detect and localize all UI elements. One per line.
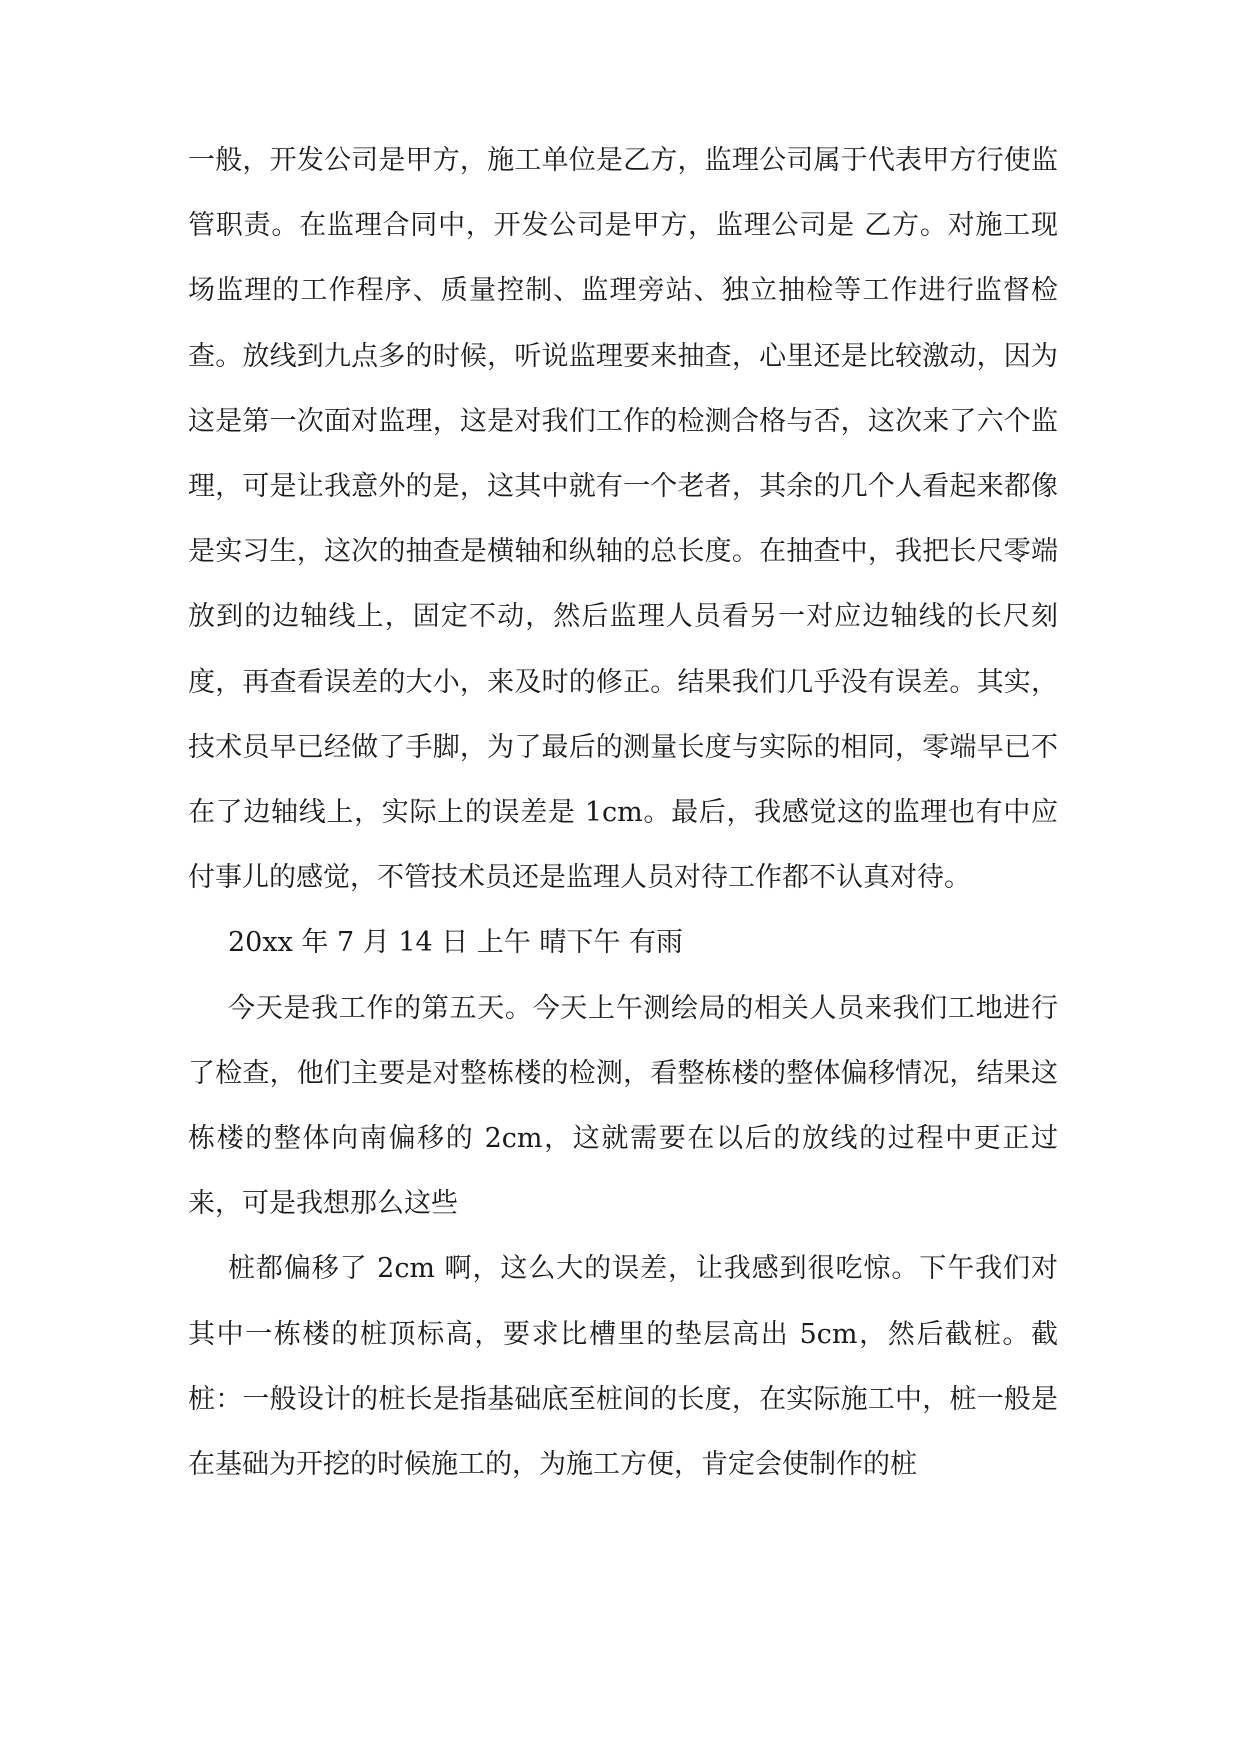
paragraph-day-five: 今天是我工作的第五天。今天上午测绘局的相关人员来我们工地进行了检查，他们主要是对整栋楼的检测，看整栋楼的整体偏移情况，结果这栋楼的整体向南偏移的 2cm，这就需要在以后的放线的过程中更正过来，可是我想那么这些 <box>188 992 1058 1220</box>
document-body <box>188 128 1058 1497</box>
paragraph-pile-cutting: 桩都偏移了 2cm 啊，这么大的误差，让我感到很吃惊。下午我们对其中一栋楼的桩顶标高，要求比槽里的垫层高出 5cm，然后截桩。截桩：一般设计的桩长是指基础底至桩间的长度，在实际施工中，桩一般是在基础为开挖的时候施工的，为施工方便，肯定会使制作的桩 <box>188 1253 1058 1481</box>
diary-date-heading: 20xx 年 7 月 14 日 上午 晴下午 有雨 <box>228 927 684 959</box>
paragraph-supervision: 一般，开发公司是甲方，施工单位是乙方，监理公司属于代表甲方行使监管职责。在监理合同中，开发公司是甲方，监理公司是 乙方。对施工现场监理的工作程序、质量控制、监理旁站、独立抽检等工作进行监督检查。放线到九点多的时候，听说监理要来抽查，心里还是比较激动，因为这是第一次面对监理，这是对我们工作的检测合格与否，这次来了六个监理，可是让我意外的是，这其中就有一个老者，其余的几个人看起来都像是实习生，这次的抽查是横轴和纵轴的总长度。在抽查中，我把长尺零端放到的边轴线上，固定不动，然后监理人员看另一对应边轴线的长尺刻度，再查看误差的大小，来及时的修正。结果我们几乎没有误差。其实，技术员早已经做了手脚，为了最后的测量长度与实际的相同，零端早已不在了边轴线上，实际上的误差是 1cm。最后，我感觉这的监理也有中应付事儿的感觉，不管技术员还是监理人员对待工作都不认真对待。 <box>188 145 1058 894</box>
